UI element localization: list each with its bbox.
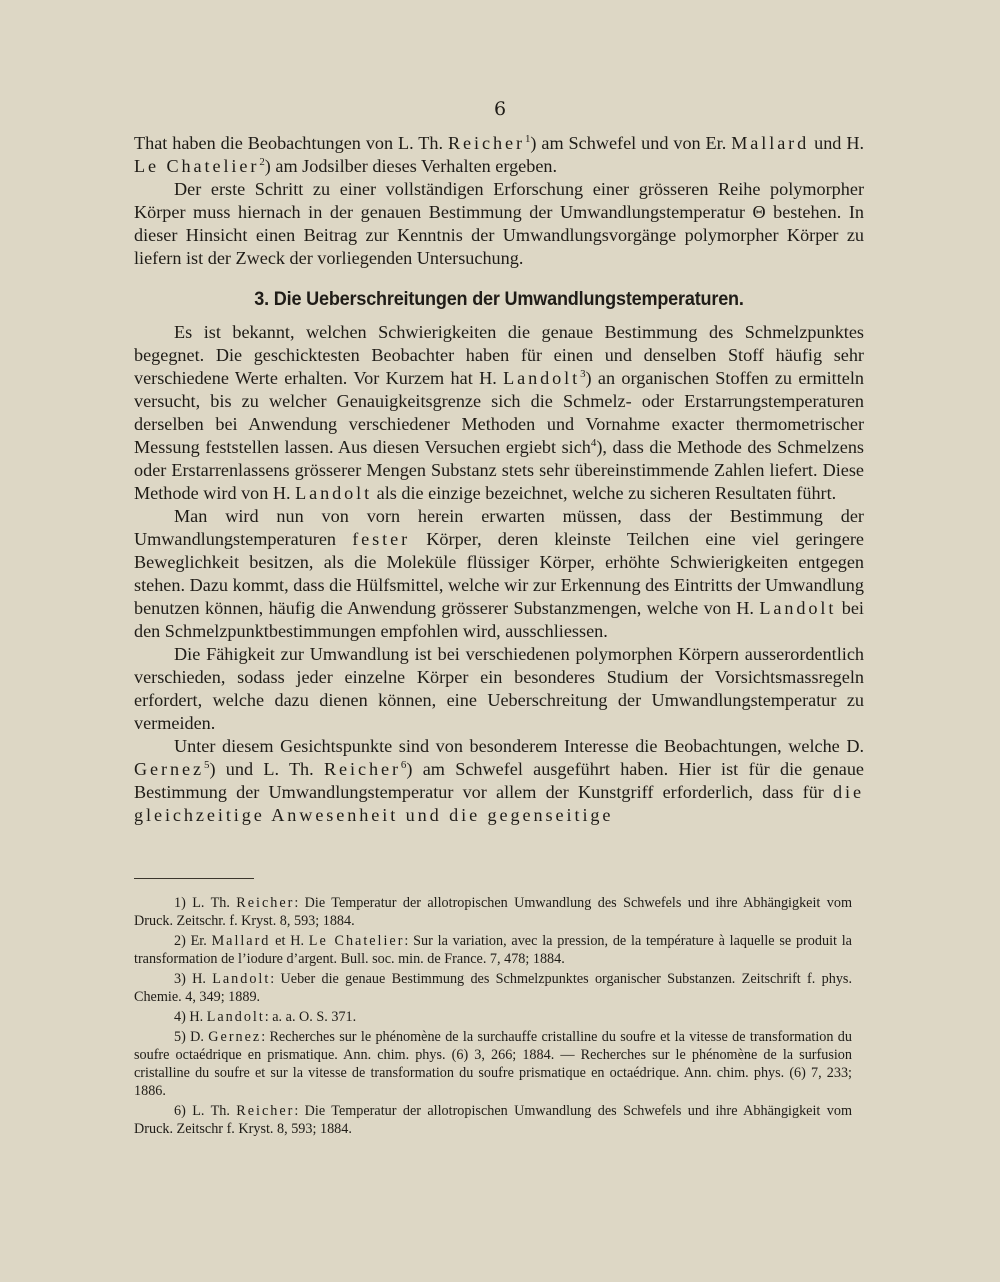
footnote-number: 6) L. Th. [174, 1103, 237, 1119]
footnote-1 [134, 894, 852, 930]
footnote-ref[interactable]: 2 [259, 155, 265, 168]
author-name: Landolt [206, 1009, 265, 1025]
emphasis: fester [352, 529, 411, 549]
text-run: ) am Schwefel und von Er. [530, 133, 732, 153]
footnote-text: : Recherches sur le phénomène de la surchauffe cristalline du soufre et la vitesse de transformation du soufre octaédrique en prismatique. Ann. chim. phys. (6) 3, 266; 1884. — Recherches sur le phénomène de la surfusion cristalline du soufre et sur la vitesse de transformation du soufre prismatique en octaédrique. Ann. chim. phys. (6) 7, 233; 1886. [134, 1029, 852, 1099]
footnote-2 [134, 932, 852, 968]
author-name: Mallard [731, 133, 810, 153]
text-run: Es ist bekannt, welchen Schwierigkeiten die genaue Bestimmung des Schmelzpunktes begegnet. Die geschicktesten Beobachter haben für einen und denselben Stoff häufig sehr verschiedene Werte erhalten. Vor Kurzem hat H. [134, 322, 864, 388]
author-name: Landolt [295, 483, 373, 503]
footnote-text: : Die Temperatur der allotropischen Umwandlung des Schwefels und ihre Abhängigkeit vom Druck. Zeitschr. f. Kryst. 8, 593; 1884. [134, 895, 852, 929]
footnote-number: 2) Er. [174, 933, 212, 949]
text-run: Unter diesem Gesichtspunkte sind von besonderem Interesse die Beobachtungen, welche D. [174, 736, 864, 756]
footnote-ref[interactable]: 4 [590, 436, 597, 449]
text-run: bei den Schmelzpunktbestimmungen empfohlen wird, ausschliessen. [134, 598, 864, 641]
text-run: ) an organischen Stoffen zu ermitteln versucht, bis zu welcher Genauigkeitsgrenze sich die Schmelz- oder Erstarrungstemperaturen derselben bei Anwendung verschiedener Methoden und Vornahme exacter thermometrischer Messung feststellen lassen. Aus diesen Versuchen ergiebt sich [134, 368, 864, 457]
author-name: Le Chatelier [134, 156, 260, 176]
author-name: Reicher [236, 895, 295, 911]
emphasis: die gleichzeitige Anwesenheit und die gegenseitige [134, 782, 864, 825]
footnote-text: : a. a. O. S. 371. [264, 1009, 357, 1025]
footnote-text: et H. [270, 933, 309, 949]
text-run: That haben die Beobachtungen von L. Th. [134, 133, 448, 153]
paragraph-5: Die Fähigkeit zur Umwandlung ist bei verschiedenen polymorphen Körpern ausserordentlich verschieden, sodass jeder einzelne Körper ein besonderes Studium der Vorsichtsmassregeln erfordert, welche dazu dienen können, eine Ueberschreitung der Umwandlungstemperatur zu vermeiden. [134, 644, 864, 733]
text-run: ) am Jodsilber dieses Verhalten ergeben. [264, 156, 558, 176]
text-run: ) am Schwefel ausgeführt haben. Hier ist für die genaue Bestimmung der Umwandlungstemperatur vor allem der Kunstgriff erforderlich, dass für [134, 759, 865, 802]
author-name: Le Chatelier [308, 933, 405, 949]
footnote-5 [134, 1028, 852, 1100]
text-run: und H. [809, 133, 864, 153]
author-name: Landolt [759, 598, 837, 618]
page-number: 6 [493, 98, 507, 120]
footnote-ref[interactable]: 5 [203, 758, 210, 771]
paragraph-1 [134, 132, 864, 178]
footnote-text: : Ueber die genaue Bestimmung des Schmelzpunktes organischer Substanzen. Zeitschrift f. phys. Chemie. 4, 349; 1889. [134, 971, 852, 1005]
author-name: Reicher [236, 1103, 295, 1119]
paragraph-6 [134, 735, 864, 827]
footnote-ref[interactable]: 3 [580, 367, 586, 380]
text-run: als die einzige bezeichnet, welche zu sicheren Resultaten führt. [372, 483, 837, 503]
footnote-divider [134, 878, 254, 879]
footnote-text: : Die Temperatur der allotropischen Umwandlung des Schwefels und ihre Abhängigkeit vom Druck. Zeitschr f. Kryst. 8, 593; 1884. [134, 1103, 852, 1137]
footnote-ref[interactable]: 1 [524, 132, 531, 145]
footnote-3 [134, 970, 852, 1006]
main-text [134, 132, 864, 827]
paragraph-2: Der erste Schritt zu einer vollständigen Erforschung einer grösseren Reihe polymorpher Körper muss hiernach in der genauen Bestimmung der Umwandlungstemperatur Θ bestehen. In dieser Hinsicht einen Beitrag zur Kenntnis der Umwandlungsvorgänge polymorpher Körper zu liefern ist der Zweck der vorliegenden Untersuchung. [134, 179, 864, 268]
author-name: Landolt [212, 971, 271, 987]
text-run: Körper, deren kleinste Teilchen eine viel geringere Beweglichkeit besitzen, als die Moleküle flüssiger Körper, erhöhte Schwierigkeiten entgegen stehen. Dazu kommt, dass die Hülfsmittel, welche wir zur Erkennung des Eintritts der Umwandlung benutzen können, häufig die Anwendung grösserer Substanzmengen, welche von H. [134, 529, 864, 618]
footnote-text: : Sur la variation, avec la pression, de la température à laquelle se produit la transformation de l’iodure d’argent. Bull. soc. min. de France. 7, 478; 1884. [134, 933, 852, 967]
author-name: Reicher [323, 759, 401, 779]
paragraph-4 [134, 505, 864, 643]
text-run: Man wird nun von vorn herein erwarten müssen, dass der Bestimmung der Umwandlungstemperaturen [134, 506, 864, 549]
footnote-number: 4) H. [174, 1009, 207, 1025]
footnote-number: 3) H. [174, 971, 213, 987]
footnote-4 [134, 1008, 852, 1026]
text-run: ) und L. Th. [209, 759, 324, 779]
author-name: Reicher [448, 133, 525, 153]
footnotes [134, 894, 852, 1140]
footnote-number: 5) D. [174, 1029, 209, 1045]
footnote-number: 1) L. Th. [174, 895, 237, 911]
author-name: Mallard [211, 933, 271, 949]
section-heading: 3. Die Ueberschreitungen der Umwandlungstemperaturen. [254, 289, 744, 310]
footnote-ref[interactable]: 6 [400, 758, 407, 771]
author-name: Landolt [503, 368, 581, 388]
footnote-6 [134, 1102, 852, 1138]
text-run: ), dass die Methode des Schmelzens oder Erstarrenlassens grösserer Mengen Substanz stets sehr übereinstimmende Zahlen liefert. Diese Methode wird von H. [134, 437, 864, 503]
author-name: Gernez [208, 1029, 262, 1045]
paragraph-3 [134, 321, 864, 505]
author-name: Gernez [134, 759, 204, 779]
